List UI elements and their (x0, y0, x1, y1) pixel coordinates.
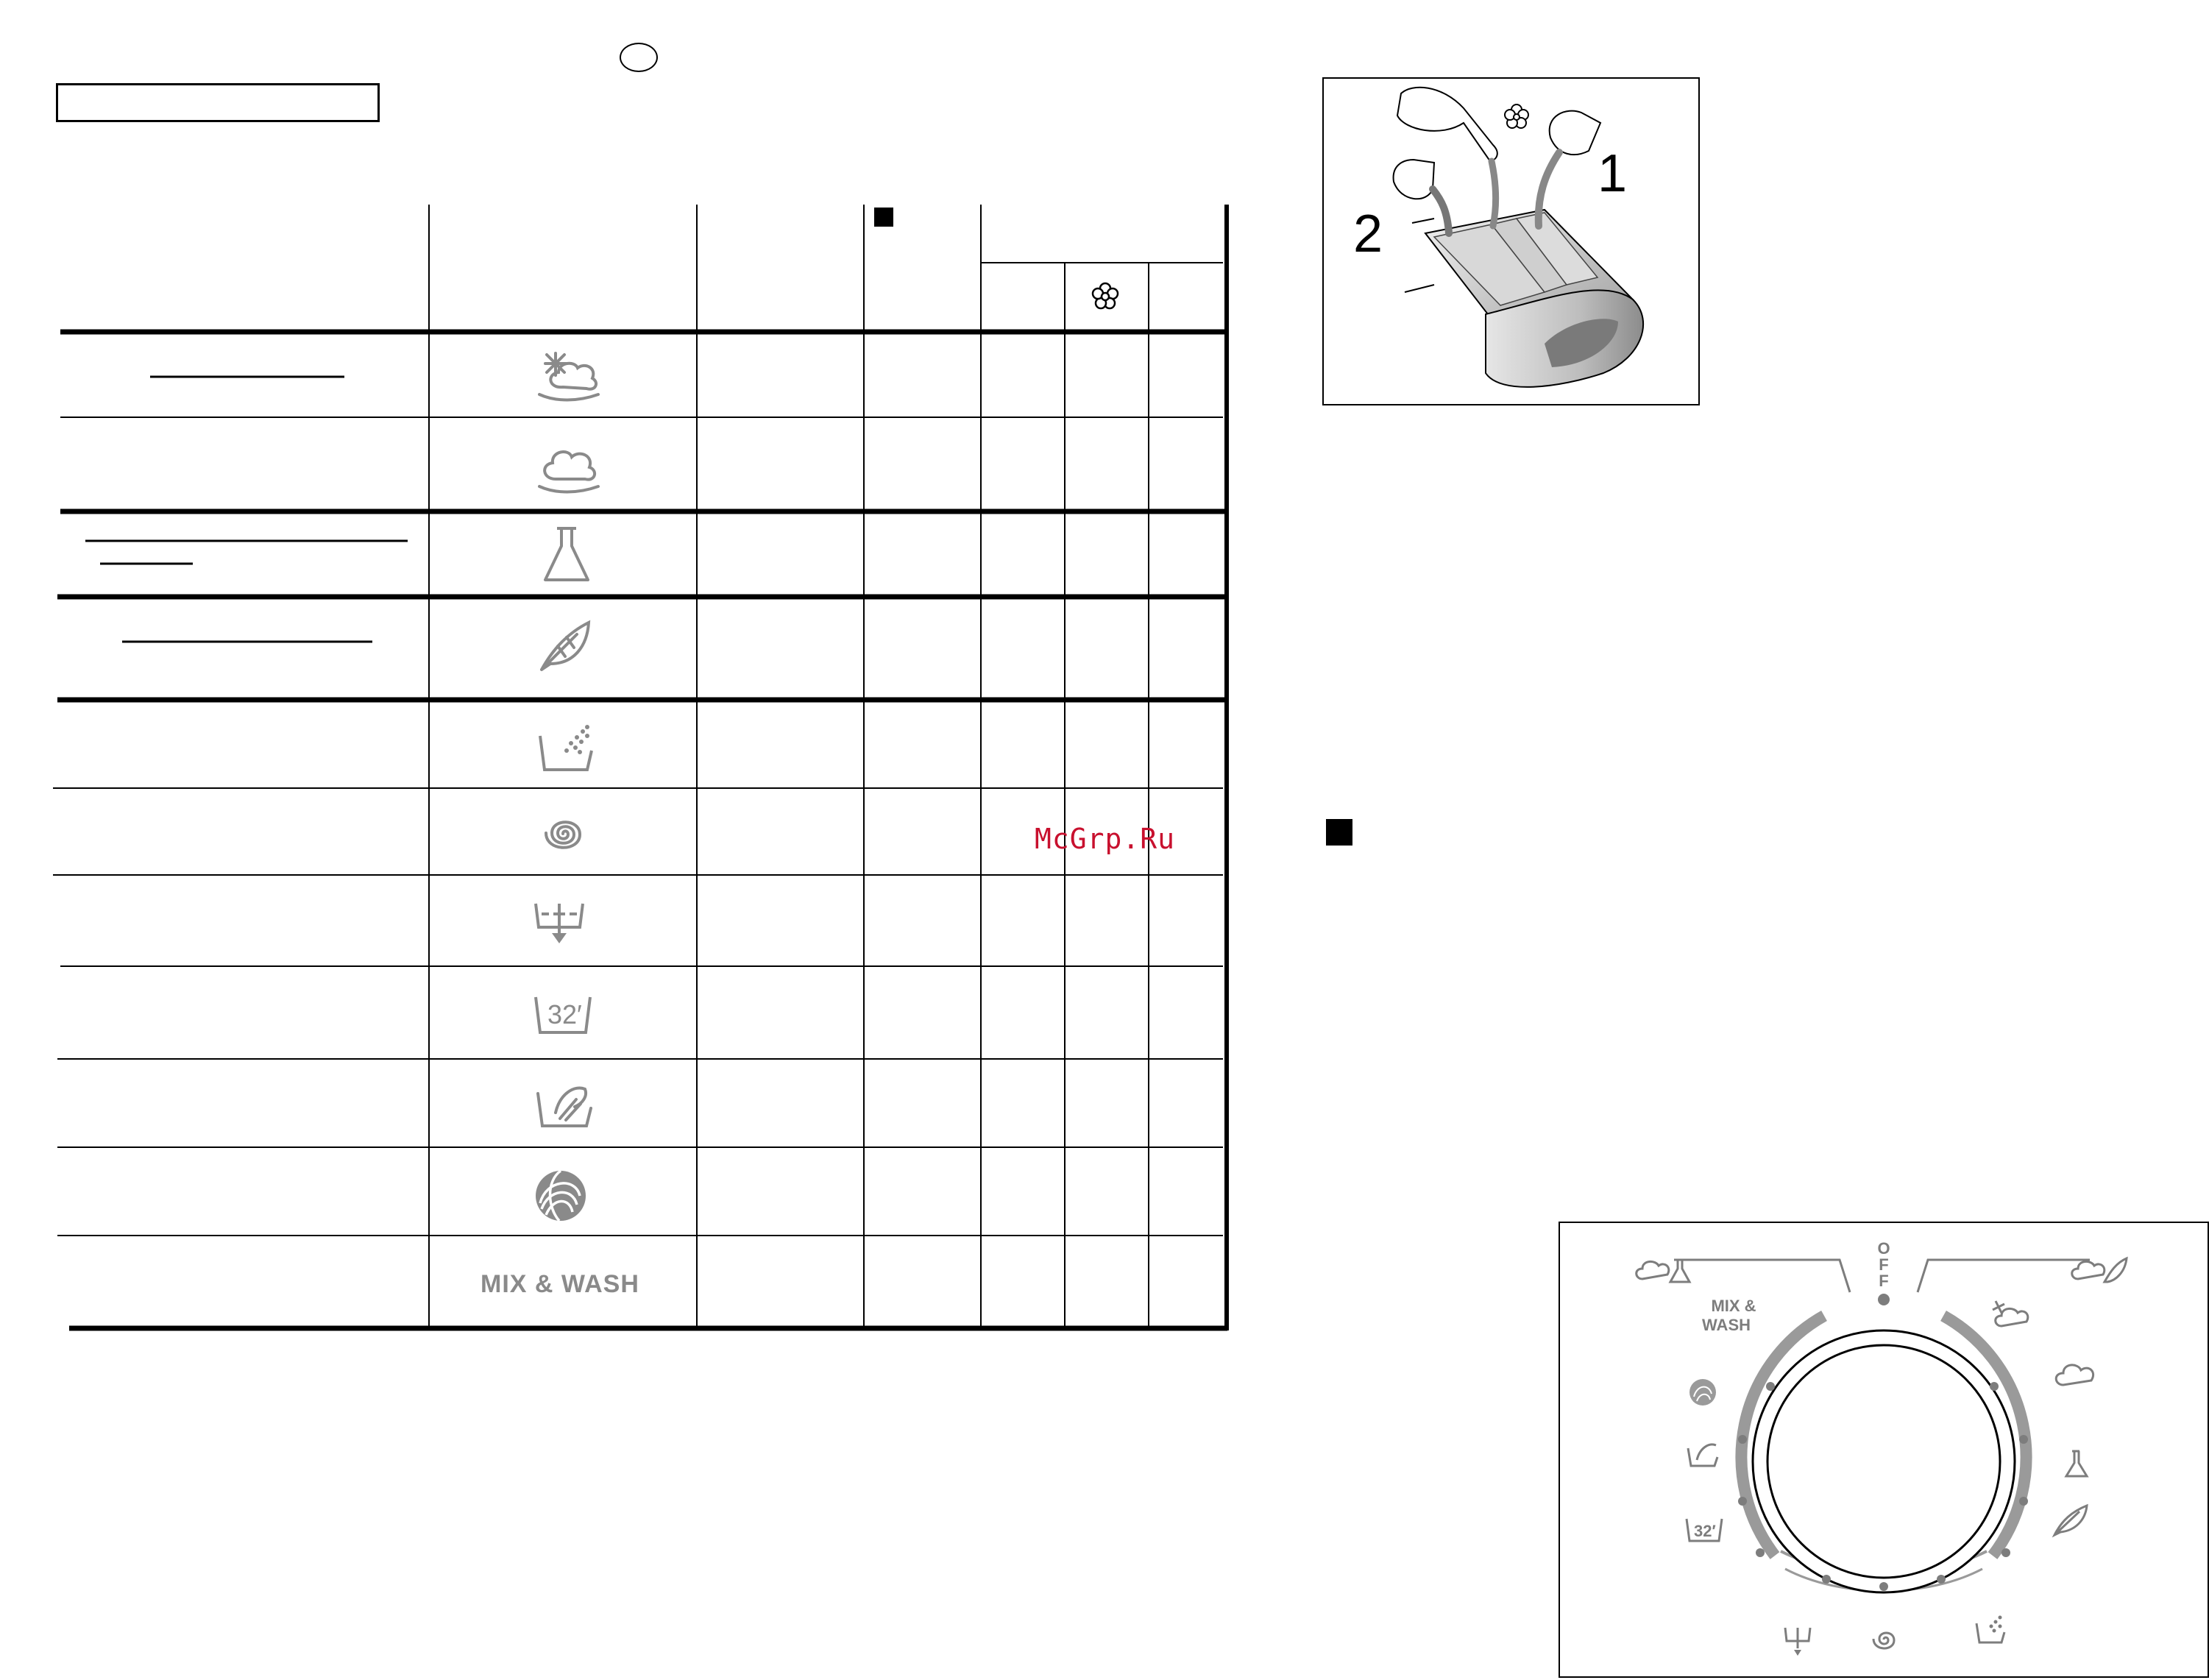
rinse-icon (536, 721, 595, 781)
dial-wool-icon (1689, 1379, 1716, 1406)
detergent-drawer-illustration (1322, 77, 1700, 405)
dial-cotton-synthetics-icon (1637, 1260, 1689, 1282)
spin-icon (537, 808, 589, 863)
delicates-feather-icon (536, 617, 595, 679)
dial-synthetics-flask-icon (2066, 1451, 2087, 1476)
dial-cotton-icon (2056, 1365, 2093, 1385)
quick-32-label: 32′ (547, 999, 582, 1029)
dial-delicates-feather-icon (2054, 1506, 2087, 1535)
wool-icon (531, 1166, 590, 1229)
dial-spin-icon (1873, 1633, 1894, 1648)
compartment-1-label: 1 (1598, 144, 1628, 203)
off-label: O F F (1877, 1239, 1890, 1290)
hand-wash-icon (533, 1079, 594, 1137)
compartment-2-label: 2 (1353, 205, 1383, 263)
dial-cotton-prewash-icon (1993, 1301, 2028, 1326)
watermark: McGrp.Ru (1035, 823, 1176, 855)
synthetics-flask-icon (541, 524, 592, 589)
quick-32-icon (531, 990, 595, 1045)
header-square-icon (874, 208, 893, 227)
cotton-prewash-icon (533, 346, 604, 408)
dial-wash-label: WASH (1702, 1316, 1751, 1334)
dial-quick-label: 32′ (1694, 1522, 1716, 1540)
programme-table (0, 0, 1251, 1347)
softener-flower-icon (1505, 104, 1528, 128)
black-square-icon (1326, 819, 1352, 846)
dial-cotton-delicates-icon (2072, 1258, 2127, 1282)
mix-wash-label: MIX & WASH (481, 1270, 639, 1298)
cotton-icon (533, 438, 604, 500)
dial-drain-icon (1785, 1628, 1810, 1648)
drain-icon (531, 898, 587, 953)
flower-icon (1093, 283, 1118, 308)
dial-hand-wash-icon (1688, 1445, 1717, 1466)
programme-dial-panel (1559, 1222, 2209, 1678)
dial-mix-label: MIX & (1711, 1297, 1756, 1315)
